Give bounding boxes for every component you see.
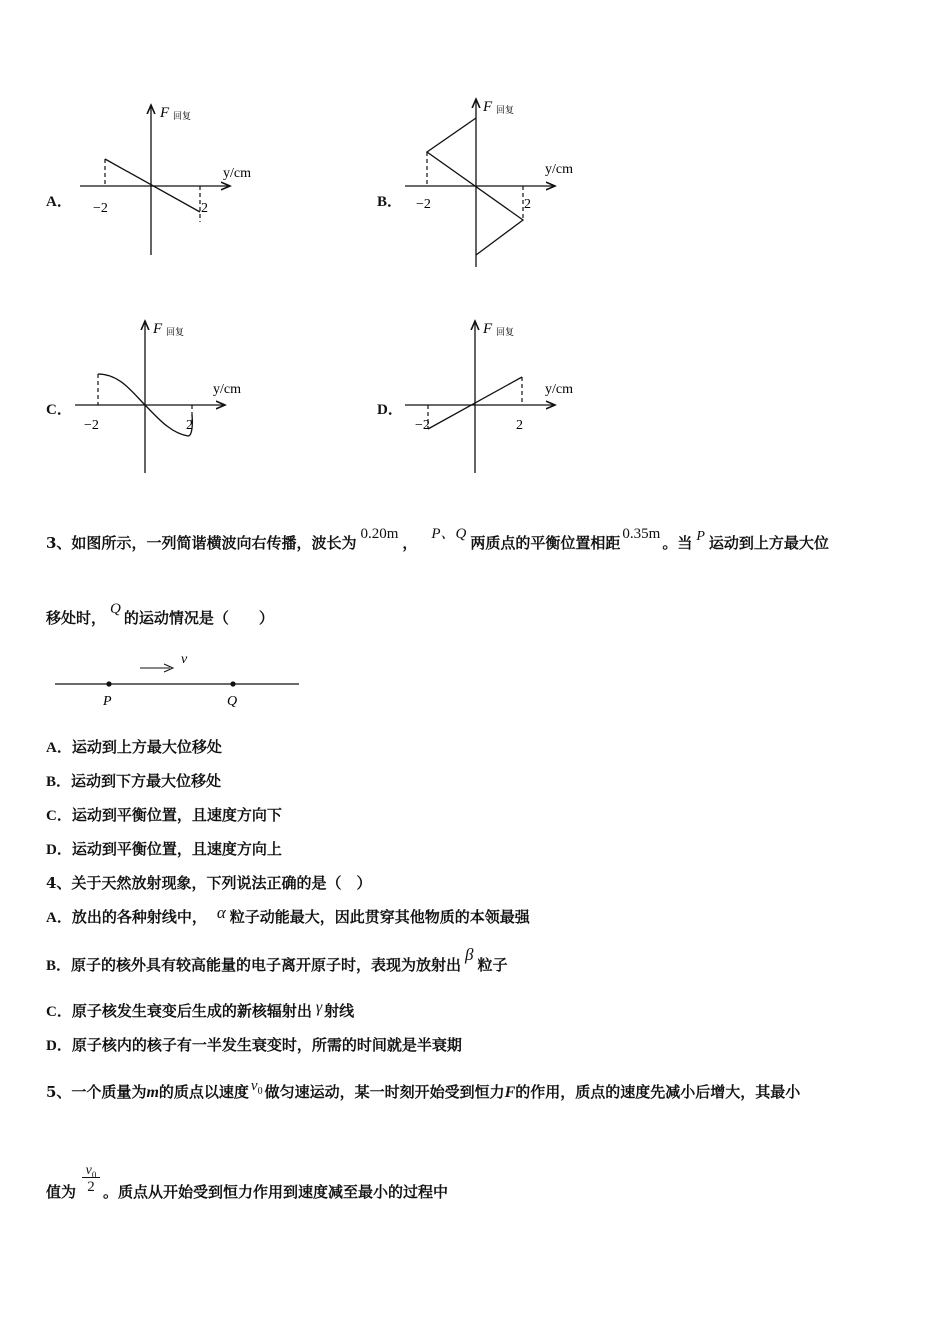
tick-pos: 2 (186, 418, 193, 433)
q4-option-b-post: 粒子 (477, 956, 508, 974)
q4-option-b-pre: 原子的核外具有较高能量的电子离开原子时，表现为放射出 (71, 956, 462, 974)
f-sub-label: 回复 (496, 105, 515, 115)
q4-option-d-letter: D． (46, 1038, 72, 1054)
q4-option-b-letter: B． (46, 958, 72, 974)
point-p (106, 681, 111, 686)
graph-b (405, 95, 605, 270)
q3-p: P (696, 529, 705, 544)
tick-pos: 2 (516, 418, 523, 433)
tick-pos: 2 (201, 201, 208, 216)
y-label: y/cm (545, 162, 573, 177)
velocity-label: v (181, 652, 188, 667)
q3-when: 。当 (662, 534, 693, 552)
q3-intro: 3、如图所示，一列简谐横波向右传播，波长为 (46, 534, 357, 552)
q4-option-c[interactable] (46, 1000, 354, 1021)
f-label: F (483, 99, 493, 115)
q5-f: F (504, 1084, 516, 1101)
point-q (230, 681, 235, 686)
q3-q: Q (110, 601, 121, 617)
option-c-label: C． (46, 402, 72, 418)
q3-option-b-text: 运动到下方最大位移处 (71, 772, 222, 790)
q5-frac-num-v: v (85, 1163, 92, 1178)
option-b-label: B． (377, 194, 403, 210)
q3-option-b-letter: B． (46, 774, 72, 790)
option-d-label: D． (377, 402, 403, 418)
q4-option-b[interactable] (46, 945, 508, 975)
q5-v0 (250, 1076, 263, 1097)
q4-option-a-letter: A． (46, 910, 72, 926)
q3-option-a[interactable] (46, 736, 222, 757)
q3-line1 (46, 526, 829, 553)
q3-option-c[interactable] (46, 804, 282, 825)
q3-option-c-text: 运动到平衡位置，且速度方向下 (71, 806, 282, 824)
tick-neg: −2 (415, 418, 430, 433)
q5-frac-num-sub: 0 (91, 1170, 97, 1181)
q5-frac-den: 2 (87, 1179, 95, 1195)
graph-a (80, 95, 280, 265)
tick-neg: −2 (84, 418, 99, 433)
graph-d (405, 315, 605, 480)
q3-option-a-text: 运动到上方最大位移处 (71, 738, 222, 756)
q3-distance: 0.35m (622, 526, 661, 542)
q4-option-c-post: 射线 (324, 1002, 355, 1020)
q4-stem: 4、关于天然放射现象，下列说法正确的是（ ） (46, 874, 372, 892)
q4-option-d[interactable] (46, 1034, 462, 1055)
q5-line1 (46, 1078, 801, 1104)
q3-line2-b: 的运动情况是（ ） (123, 609, 274, 627)
q4-gamma: γ (315, 999, 323, 1016)
q4-beta: β (465, 945, 474, 964)
q4-alpha: α (216, 903, 226, 922)
f-label: F (483, 321, 493, 337)
q4-option-d-text: 原子核内的核子有一半发生衰变时，所需的时间就是半衰期 (71, 1036, 462, 1054)
q5-pre: 5、一个质量为 (46, 1083, 147, 1101)
q5-mid2: 做匀速运动，某一时刻开始受到恒力 (264, 1083, 505, 1101)
q3-mid: 两质点的平衡位置相距 (470, 534, 621, 552)
q3-option-a-letter: A． (46, 740, 72, 756)
q4-option-a-pre: 放出的各种射线中， (71, 908, 207, 926)
q4-option-c-pre: 原子核发生衰变后生成的新核辐射出 (71, 1002, 312, 1020)
q3-option-d-text: 运动到平衡位置，且速度方向上 (71, 840, 282, 858)
tick-neg: −2 (93, 201, 108, 216)
tick-neg: −2 (416, 197, 431, 212)
q5-v: v (250, 1078, 258, 1094)
q5-v-sub: 0 (257, 1086, 263, 1097)
q3-figure (52, 648, 307, 713)
q3-tail: 运动到上方最大位 (708, 534, 829, 552)
y-label: y/cm (223, 166, 251, 181)
f-sub-label: 回复 (496, 327, 515, 337)
f-sub-label: 回复 (166, 327, 185, 337)
q3-line2-a: 移处时， (46, 609, 107, 627)
q3-option-b[interactable] (46, 770, 221, 791)
q5-line2-pre: 值为 (46, 1183, 77, 1201)
tick-pos: 2 (524, 197, 531, 212)
q3-option-d-letter: D． (46, 842, 72, 858)
point-q-label: Q (227, 694, 238, 709)
y-label: y/cm (545, 382, 573, 397)
q5-m: m (146, 1084, 159, 1101)
q4-option-a[interactable] (46, 903, 530, 927)
q3-line2 (46, 601, 274, 628)
q3-points: P、Q (431, 526, 467, 542)
q3-comma: ， (402, 534, 418, 552)
q4-option-a-post: 粒子动能最大，因此贯穿其他物质的本领最强 (229, 908, 530, 926)
f-label: F (153, 321, 163, 337)
q5-frac-num (80, 1159, 102, 1181)
f-sub-label: 回复 (173, 111, 192, 121)
q3-wavelength: 0.20m (360, 526, 399, 542)
q5-fraction (80, 1159, 102, 1196)
option-a-label: A． (46, 194, 72, 210)
point-p-label: P (103, 694, 112, 709)
q4-option-c-letter: C． (46, 1004, 72, 1020)
graph-c (75, 315, 275, 480)
f-label: F (160, 105, 170, 121)
q3-option-d[interactable] (46, 838, 282, 859)
y-label: y/cm (213, 382, 241, 397)
q5-line2-post: 。质点从开始受到恒力作用到速度减至最小的过程中 (103, 1183, 449, 1201)
q5-tail: 的作用，质点的速度先减小后增大，其最小 (515, 1083, 801, 1101)
q5-mid1: 的质点以速度 (158, 1083, 249, 1101)
q3-option-c-letter: C． (46, 808, 72, 824)
